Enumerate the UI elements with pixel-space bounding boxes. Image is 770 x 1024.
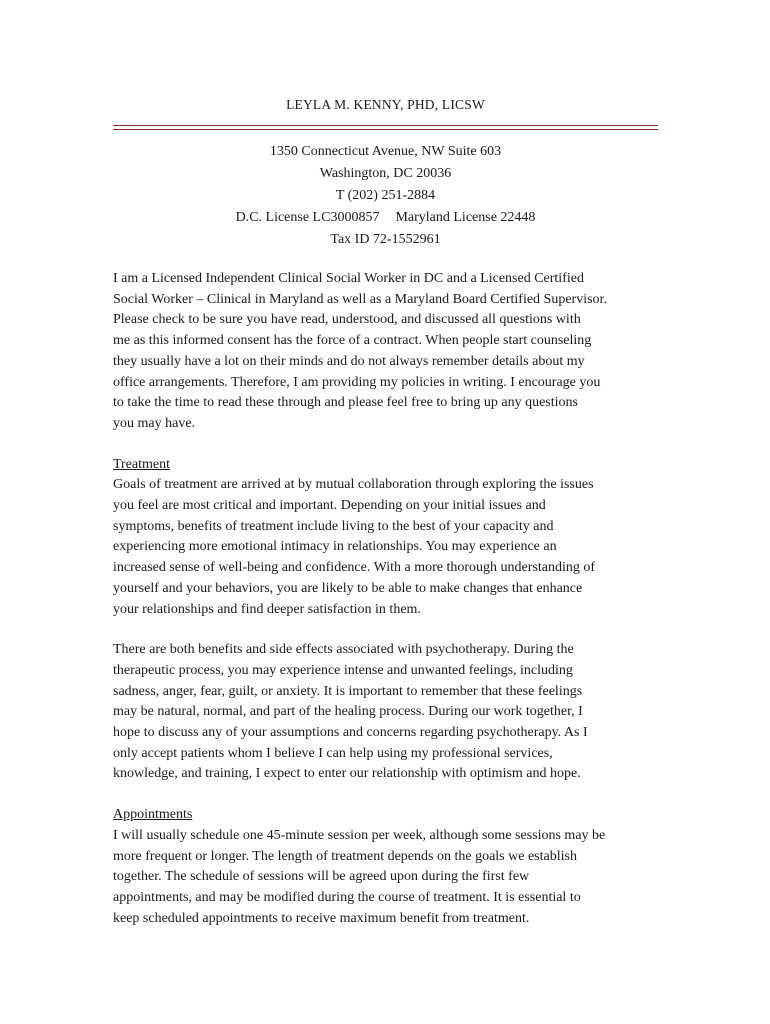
treatment-line: only accept patients whom I believe I can help using my professional services, <box>113 745 553 761</box>
header-rule-thick <box>113 125 658 126</box>
appointments-line: together. The schedule of sessions will be agreed upon during the first few <box>113 869 530 885</box>
appointments-line: I will usually schedule one 45-minute session per week, although some sessions may be <box>113 827 606 843</box>
appointments-line: appointments, and may be modified during the course of treatment. It is essential to <box>113 889 581 905</box>
address-line-1: 1350 Connecticut Avenue, NW Suite 603 <box>269 144 502 159</box>
treatment-line: Goals of treatment are arrived at by mutual collaboration through exploring the issues <box>113 477 594 493</box>
intro-line: I am a Licensed Independent Clinical Social Worker in DC and a Licensed Certified <box>113 271 584 286</box>
phone-number: T (202) 251-2884 <box>335 188 436 203</box>
header-rule-thin <box>113 129 658 130</box>
dc-license: D.C. License LC3000857 <box>235 210 380 225</box>
treatment-line: sadness, anger, fear, guilt, or anxiety. It is important to remember that these feelings <box>113 683 583 699</box>
treatment-line: There are both benefits and side effects associated with psychotherapy. During the <box>113 642 574 658</box>
treatment-line: may be natural, normal, and part of the healing process. During our work together, I <box>113 704 583 720</box>
intro-line: they usually have a lot on their minds and do not always remember details about my <box>113 353 585 369</box>
treatment-line: knowledge, and training, I expect to enter our relationship with optimism and hope. <box>113 766 581 782</box>
intro-line: me as this informed consent has the force of a contract. When people start counseling <box>113 333 592 349</box>
address-line-2: Washington, DC 20036 <box>319 166 452 181</box>
treatment-section <box>113 455 658 621</box>
treatment-line: your relationships and find deeper satisfaction in them. <box>113 601 421 617</box>
intro-line: office arrangements. Therefore, I am providing my policies in writing. I encourage you <box>113 374 601 390</box>
treatment-line: increased sense of well-being and confidence. With a more thorough understanding of <box>113 560 596 576</box>
document-page <box>113 95 658 929</box>
intro-line: you may have. <box>113 415 196 431</box>
treatment-line: hope to discuss any of your assumptions and concerns regarding psychotherapy. As I <box>113 725 588 741</box>
appointments-line: more frequent or longer. The length of treatment depends on the goals we establish <box>113 848 577 864</box>
appointments-line: keep scheduled appointments to receive maximum benefit from treatment. <box>113 910 530 926</box>
treatment-line: therapeutic process, you may experience intense and unwanted feelings, including <box>113 662 573 678</box>
treatment-line: experiencing more emotional intimacy in relationships. You may experience an <box>113 539 557 555</box>
intro-paragraph <box>113 269 658 435</box>
treatment-line: symptoms, benefits of treatment include living to the best of your capacity and <box>113 518 554 534</box>
header-divider <box>113 125 658 131</box>
intro-line: Social Worker – Clinical in Maryland as well as a Maryland Board Certified Supervisor. <box>113 291 607 307</box>
practitioner-name: LEYLA M. KENNY, PHD, LICSW <box>286 97 485 112</box>
appointments-section <box>113 805 658 929</box>
md-license: Maryland License 22448 <box>395 210 536 225</box>
treatment-line: you feel are most critical and important. Depending on your initial issues and <box>113 498 546 514</box>
treatment-line: yourself and your behaviors, you are likely to be able to make changes that enhance <box>113 580 583 596</box>
tax-id: Tax ID 72-1552961 <box>330 232 441 247</box>
treatment-heading: Treatment <box>113 456 171 472</box>
license-line <box>113 207 658 229</box>
appointments-heading: Appointments <box>113 807 193 823</box>
contact-block <box>113 141 658 251</box>
treatment-paragraph-1 <box>113 475 658 620</box>
intro-line: Please check to be sure you have read, understood, and discussed all questions with <box>113 312 581 328</box>
appointments-paragraph <box>113 826 658 930</box>
intro-line: to take the time to read these through and please feel free to bring up any questions <box>113 395 578 411</box>
treatment-paragraph-2 <box>113 640 658 785</box>
